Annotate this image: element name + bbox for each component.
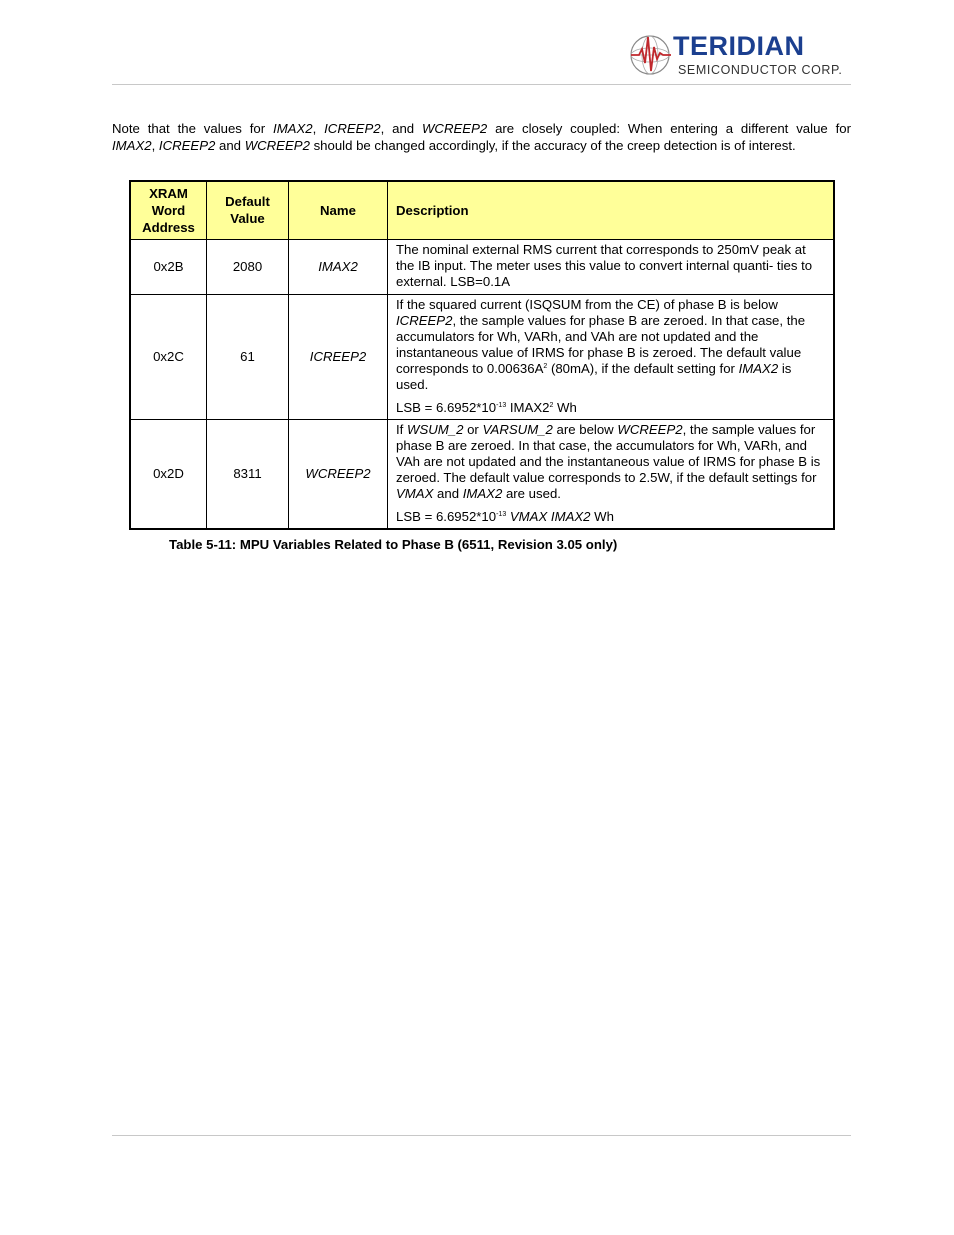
cell-address: 0x2D <box>130 419 207 529</box>
description-text <box>396 297 825 393</box>
intro-line-1 <box>112 120 851 137</box>
logo-wordmark: TERIDIAN <box>673 31 805 61</box>
desc-fragment: are below <box>552 421 618 437</box>
lsb-text <box>396 400 825 416</box>
header-text: XRAM <box>149 185 188 201</box>
cell-name: ICREEP2 <box>289 294 388 419</box>
table-caption: Table 5-11: MPU Variables Related to Phase B (6511, Revision 3.05 only) <box>169 537 618 552</box>
intro-text: are closely coupled: When entering a different value for <box>487 121 851 136</box>
var-wsum2: WSUM_2 <box>407 421 464 437</box>
header-rule <box>112 84 851 85</box>
var-wcreep2: WCREEP2 <box>421 121 488 136</box>
desc-fragment: Wh <box>590 508 614 524</box>
intro-text: should be changed accordingly, if the accuracy of the creep detection is of interest. <box>309 138 796 153</box>
var-wcreep2: WCREEP2 <box>244 138 310 153</box>
header-text: Address <box>142 219 195 235</box>
desc-fragment: If <box>396 421 407 437</box>
superscript: 2 <box>543 362 548 370</box>
header-text: Default <box>225 194 270 210</box>
cell-name: IMAX2 <box>289 239 388 294</box>
var-vmax: VMAX <box>396 485 434 501</box>
var-icreep2: ICREEP2 <box>158 138 216 153</box>
col-header-address <box>130 181 207 239</box>
intro-text: , <box>151 138 159 153</box>
desc-fragment: are used. <box>502 485 561 501</box>
logo-subtitle: SEMICONDUCTOR CORP. <box>678 63 843 77</box>
cell-name: WCREEP2 <box>289 419 388 529</box>
table-row <box>130 419 834 529</box>
var-varsum2: VARSUM_2 <box>482 421 553 437</box>
var-icreep2: ICREEP2 <box>324 121 381 136</box>
intro-paragraph <box>112 120 851 154</box>
header-text: Value <box>230 211 265 227</box>
logo-globe-icon <box>629 33 673 79</box>
intro-text: Note that the values for <box>112 121 274 136</box>
col-header-description: Description <box>388 181 835 239</box>
table-header-row <box>130 181 834 239</box>
var-imax2: IMAX2 <box>462 485 503 501</box>
footer-rule <box>112 1135 851 1136</box>
mpu-variables-table <box>129 180 835 530</box>
var-icreep2: ICREEP2 <box>396 312 453 328</box>
desc-fragment: VMAX IMAX2 <box>506 508 591 524</box>
desc-fragment: LSB = 6.6952*10 <box>396 508 497 524</box>
desc-fragment: (80mA), if the default setting for <box>547 360 739 376</box>
description-text: The nominal external RMS current that corresponds to 250mV peak at the IB input. The meter uses this value to convert internal quanti- ties to external. LSB=0.1A <box>396 242 813 289</box>
desc-fragment: is used. <box>396 360 792 392</box>
cell-default: 8311 <box>207 419 289 529</box>
cell-address: 0x2C <box>130 294 207 419</box>
intro-text: , and <box>380 121 422 136</box>
intro-text: and <box>215 138 245 153</box>
cell-address: 0x2B <box>130 239 207 294</box>
desc-fragment: LSB = 6.6952*10 <box>396 399 497 415</box>
cell-description <box>388 419 835 529</box>
col-header-name: Name <box>289 181 388 239</box>
cell-default: 2080 <box>207 239 289 294</box>
desc-fragment: Wh <box>553 399 577 415</box>
col-header-default <box>207 181 289 239</box>
description-text <box>396 422 825 502</box>
superscript: 2 <box>549 401 554 409</box>
var-imax2: IMAX2 <box>112 138 152 153</box>
var-imax2: IMAX2 <box>738 360 779 376</box>
cell-default: 61 <box>207 294 289 419</box>
superscript: -13 <box>496 510 507 518</box>
lsb-text <box>396 509 825 525</box>
cell-description <box>388 239 835 294</box>
desc-fragment: If the squared current (ISQSUM from the CE) of phase B is below <box>396 296 778 312</box>
superscript: -13 <box>496 401 507 409</box>
intro-text: , <box>312 121 325 136</box>
desc-fragment: , the sample values for phase B are zeroed. In that case, the accumulators for Wh, VARh, and VAh are not updated and the instantaneous value of IRMS for phase B is zeroed. The default value corresponds to 0.00636A <box>396 312 806 376</box>
desc-fragment: or <box>463 421 483 437</box>
teridian-logo <box>629 31 843 79</box>
table-row <box>130 294 834 419</box>
cell-description <box>388 294 835 419</box>
desc-fragment: IMAX2 <box>506 399 550 415</box>
desc-fragment: , the sample values for phase B are zeroed. In that case, the accumulators for Wh, VARh, and VAh are not updated and the instantaneous value of IRMS for phase B is zeroed. The default value corresponds to 2.5W, if the default settings for <box>396 421 821 485</box>
intro-line-2 <box>112 137 851 154</box>
header-text: Word <box>151 202 186 218</box>
table-row <box>130 239 834 294</box>
var-wcreep2: WCREEP2 <box>617 421 683 437</box>
var-imax2: IMAX2 <box>273 121 313 136</box>
desc-fragment: and <box>433 485 463 501</box>
